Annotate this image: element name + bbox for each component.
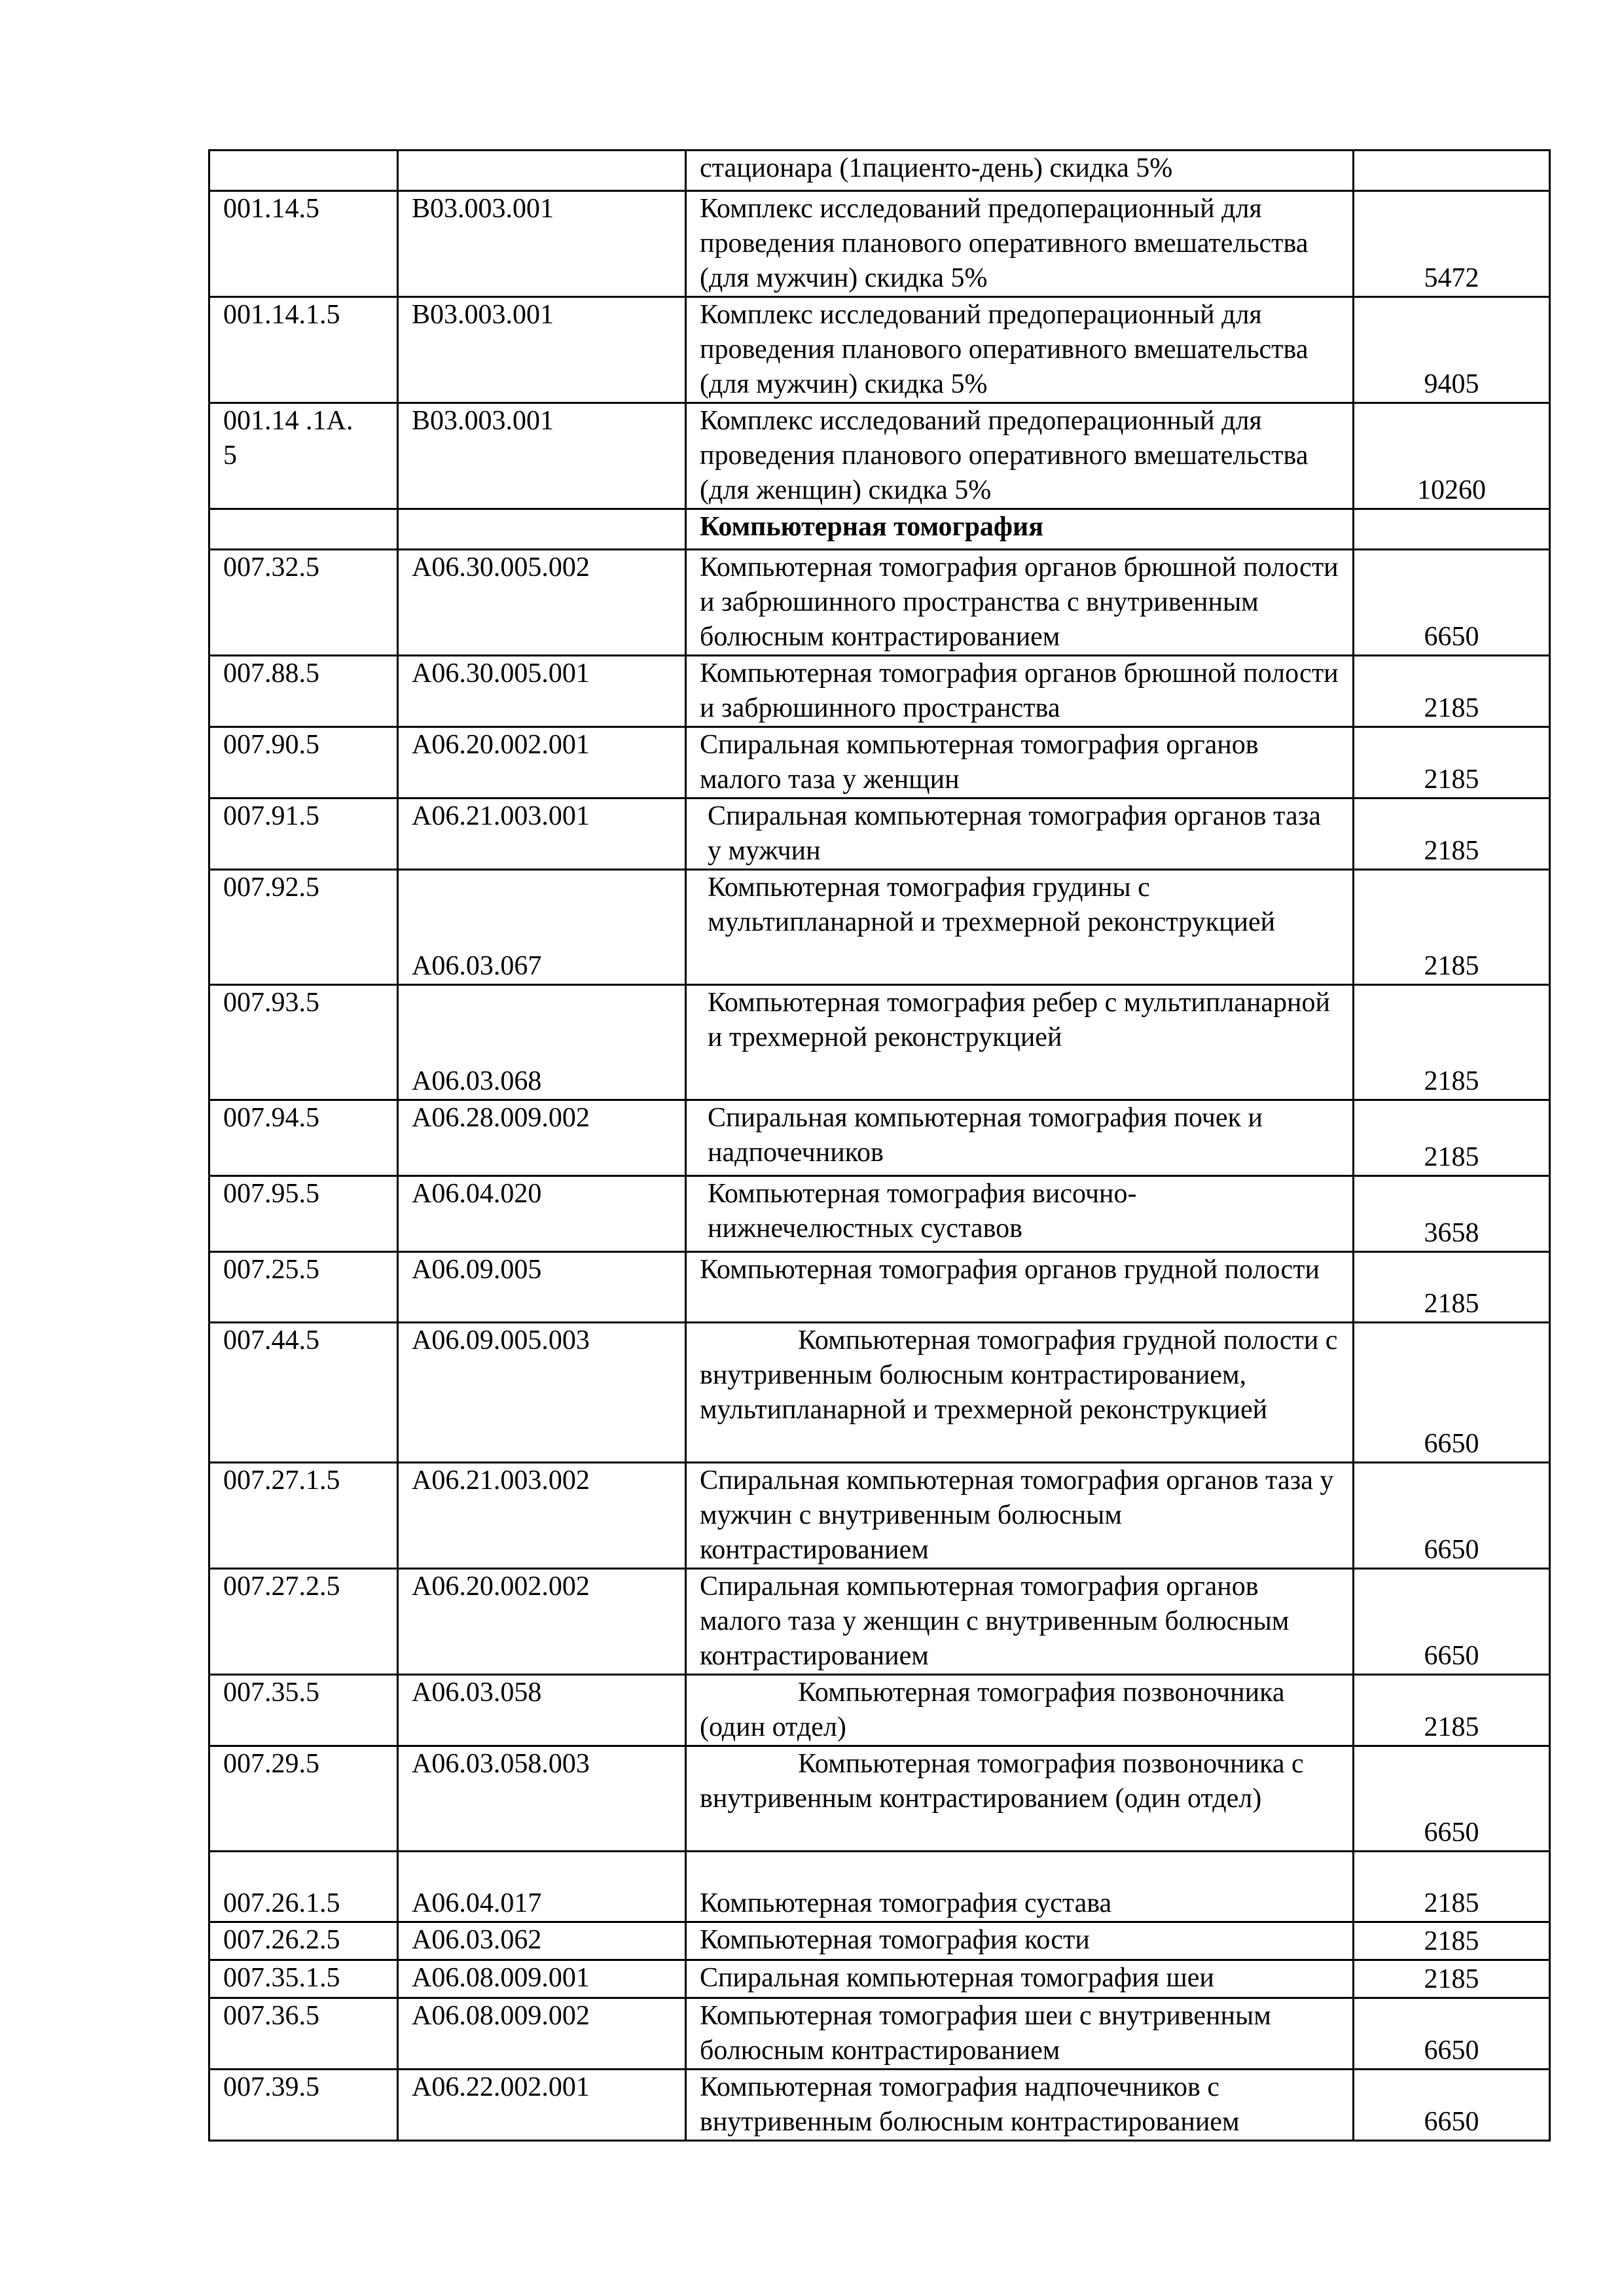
- service-name: Спиральная компьютерная томография почек и надпочечников: [686, 1100, 1354, 1176]
- table-row: [209, 656, 1550, 727]
- service-name: Спиральная компьютерная томография органов малого таза у женщин: [686, 727, 1354, 798]
- service-code: А06.22.002.001: [398, 2070, 686, 2141]
- service-name: стационара (1пациенто-день) скидка 5%: [686, 151, 1354, 191]
- service-code: B03.003.001: [398, 297, 686, 403]
- service-price: 2185: [1354, 727, 1550, 798]
- service-name: Комплекс исследований предоперационный для проведения планового оперативного вмешательства (для мужчин) скидка 5%: [686, 191, 1354, 297]
- service-price: 2185: [1354, 1100, 1550, 1176]
- service-code: А06.09.005.003: [398, 1323, 686, 1463]
- service-price: 2185: [1354, 870, 1550, 985]
- service-id: 007.44.5: [209, 1323, 398, 1463]
- table-row: [209, 1998, 1550, 2070]
- service-code: А06.08.009.002: [398, 1998, 686, 2070]
- service-name: Компьютерная томография позвоночника с внутривенным контрастированием (один отдел): [686, 1746, 1354, 1852]
- service-price: 6650: [1354, 1463, 1550, 1569]
- service-code: А06.04.020: [398, 1176, 686, 1252]
- service-id: 007.35.5: [209, 1675, 398, 1746]
- service-name: Компьютерная томография позвоночника (один отдел): [686, 1675, 1354, 1746]
- service-code: А06.09.005: [398, 1252, 686, 1323]
- service-price: 3658: [1354, 1176, 1550, 1252]
- service-name: Компьютерная томография кости: [686, 1922, 1354, 1960]
- service-id: 007.90.5: [209, 727, 398, 798]
- service-id: 001.14.1.5: [209, 297, 398, 403]
- table-row: [209, 1922, 1550, 1960]
- service-code: А06.21.003.002: [398, 1463, 686, 1569]
- service-price: 2185: [1354, 1960, 1550, 1998]
- price-table: [208, 149, 1551, 2142]
- service-name: Комплекс исследований предоперационный для проведения планового оперативного вмешательства (для женщин) скидка 5%: [686, 403, 1354, 509]
- table-row: [209, 1746, 1550, 1852]
- service-price: [1354, 151, 1550, 191]
- service-name: Спиральная компьютерная томография органов таза у мужчин: [686, 798, 1354, 870]
- service-code: А06.30.005.001: [398, 656, 686, 727]
- table-row: [209, 151, 1550, 191]
- service-id: 007.35.1.5: [209, 1960, 398, 1998]
- service-name: Комплекс исследований предоперационный для проведения планового оперативного вмешательства (для мужчин) скидка 5%: [686, 297, 1354, 403]
- service-name: Компьютерная томография ребер с мультипланарной и трехмерной реконструкцией: [686, 985, 1354, 1100]
- table-row: [209, 191, 1550, 297]
- service-code: А06.21.003.001: [398, 798, 686, 870]
- table-row: [209, 1852, 1550, 1922]
- service-id: 007.26.2.5: [209, 1922, 398, 1960]
- service-id: 007.27.2.5: [209, 1569, 398, 1675]
- table-row: [209, 798, 1550, 870]
- table-row: [209, 2070, 1550, 2141]
- service-price: 2185: [1354, 798, 1550, 870]
- table-row: [209, 870, 1550, 985]
- table-row: [209, 1675, 1550, 1746]
- service-id: 007.36.5: [209, 1998, 398, 2070]
- service-price: [1354, 509, 1550, 550]
- table-row: [209, 1960, 1550, 1998]
- service-price: 10260: [1354, 403, 1550, 509]
- service-price: 6650: [1354, 1998, 1550, 2070]
- service-name: Компьютерная томография височно-нижнечелюстных суставов: [686, 1176, 1354, 1252]
- table-row: [209, 1463, 1550, 1569]
- service-price: 5472: [1354, 191, 1550, 297]
- service-id: [209, 151, 398, 191]
- service-id: 007.88.5: [209, 656, 398, 727]
- service-price: 6650: [1354, 550, 1550, 656]
- table-row: [209, 1252, 1550, 1323]
- service-name: Компьютерная томография шеи с внутривенным болюсным контрастированием: [686, 1998, 1354, 2070]
- service-id: 007.29.5: [209, 1746, 398, 1852]
- service-price: 9405: [1354, 297, 1550, 403]
- service-price: 2185: [1354, 656, 1550, 727]
- service-name: Компьютерная томография грудины с мультипланарной и трехмерной реконструкцией: [686, 870, 1354, 985]
- service-price: 2185: [1354, 1675, 1550, 1746]
- service-code: А06.03.068: [398, 985, 686, 1100]
- service-price: 6650: [1354, 1569, 1550, 1675]
- service-price: 6650: [1354, 1746, 1550, 1852]
- service-code: А06.04.017: [398, 1852, 686, 1922]
- service-code: А06.08.009.001: [398, 1960, 686, 1998]
- service-name: Компьютерная томография надпочечников с внутривенным болюсным контрастированием: [686, 2070, 1354, 2141]
- service-code: [398, 151, 686, 191]
- table-row: [209, 727, 1550, 798]
- service-id: 007.94.5: [209, 1100, 398, 1176]
- service-id: 007.39.5: [209, 2070, 398, 2141]
- service-code: А06.20.002.002: [398, 1569, 686, 1675]
- service-name: Компьютерная томография сустава: [686, 1852, 1354, 1922]
- service-id: 007.95.5: [209, 1176, 398, 1252]
- service-code: А06.03.067: [398, 870, 686, 985]
- service-code: А06.03.058.003: [398, 1746, 686, 1852]
- service-code: [398, 509, 686, 550]
- service-id: 007.93.5: [209, 985, 398, 1100]
- table-row: [209, 297, 1550, 403]
- service-price: 2185: [1354, 1252, 1550, 1323]
- service-name: Компьютерная томография органов брюшной полости и забрюшинного пространства с внутривенным болюсным контрастированием: [686, 550, 1354, 656]
- table-row: [209, 1176, 1550, 1252]
- service-name: Спиральная компьютерная томография органов малого таза у женщин с внутривенным болюсным контрастированием: [686, 1569, 1354, 1675]
- service-id: 001.14 .1А.5: [209, 403, 398, 509]
- service-price: 6650: [1354, 1323, 1550, 1463]
- service-id: 007.27.1.5: [209, 1463, 398, 1569]
- service-code: А06.03.058: [398, 1675, 686, 1746]
- table-row: [209, 985, 1550, 1100]
- service-name: Спиральная компьютерная томография органов таза у мужчин с внутривенным болюсным контрастированием: [686, 1463, 1354, 1569]
- service-id: [209, 509, 398, 550]
- service-id: 007.25.5: [209, 1252, 398, 1323]
- service-price: 2185: [1354, 985, 1550, 1100]
- service-code: А06.03.062: [398, 1922, 686, 1960]
- service-id: 007.26.1.5: [209, 1852, 398, 1922]
- table-row: [209, 1323, 1550, 1463]
- service-name: Компьютерная томография органов брюшной полости и забрюшинного пространства: [686, 656, 1354, 727]
- service-id: 007.32.5: [209, 550, 398, 656]
- table-row: [209, 403, 1550, 509]
- service-code: B03.003.001: [398, 403, 686, 509]
- service-price: 6650: [1354, 2070, 1550, 2141]
- service-name: Компьютерная томография грудной полости с внутривенным болюсным контрастированием, мультипланарной и трехмерной реконструкцией: [686, 1323, 1354, 1463]
- section-header-row: [209, 509, 1550, 550]
- section-title: Компьютерная томография: [686, 509, 1354, 550]
- service-code: А06.30.005.002: [398, 550, 686, 656]
- service-price: 2185: [1354, 1852, 1550, 1922]
- service-price: 2185: [1354, 1922, 1550, 1960]
- service-code: А06.28.009.002: [398, 1100, 686, 1176]
- service-id: 007.91.5: [209, 798, 398, 870]
- service-code: А06.20.002.001: [398, 727, 686, 798]
- service-code: B03.003.001: [398, 191, 686, 297]
- service-id: 007.92.5: [209, 870, 398, 985]
- table-row: [209, 550, 1550, 656]
- table-row: [209, 1100, 1550, 1176]
- service-name: Компьютерная томография органов грудной полости: [686, 1252, 1354, 1323]
- service-name: Спиральная компьютерная томография шеи: [686, 1960, 1354, 1998]
- service-id: 001.14.5: [209, 191, 398, 297]
- table-row: [209, 1569, 1550, 1675]
